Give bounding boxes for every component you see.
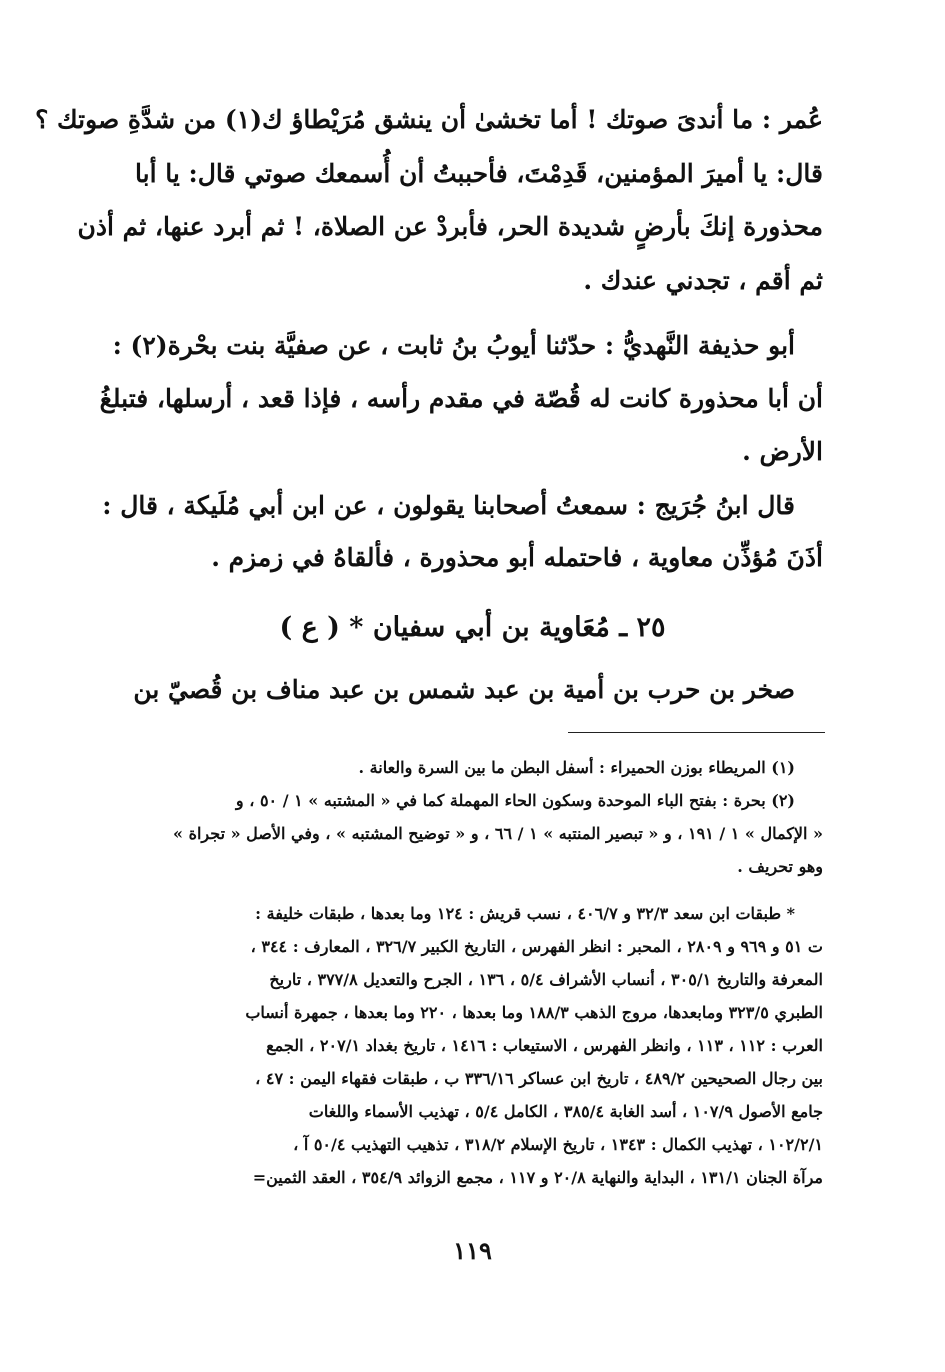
source-line: جامع الأصول ١٠٧/٩ ، أسد الغابة ٣٨٥/٤ ، الكامل ٥/٤ ، تهذيب الأسماء واللغات [308,1102,823,1121]
body-line: أن أبا محذورة كانت له قُصّة في مقدم رأسه ، فإذا قعد ، أرسلها، فتبلغُ [99,384,823,413]
body-line: أبو حذيفة النَّهديُّ : حدّثنا أيوبُ بنُ ثابت ، عن صفيَّة بنت بحْرة(٢) : [112,331,795,360]
source-line: الطبري ٣٢٣/٥ ومابعدها، مروج الذهب ١٨٨/٣ وما بعدها ، ٢٢٠ وما بعدها ، جمهرة أنساب [245,1003,823,1022]
footnote-line: (١) المريطاء بوزن الحميراء : أسفل البطن ما بين السرة والعانة . [358,758,795,777]
footnote-divider [568,732,825,733]
body-line: الأرض . [742,437,823,466]
source-line: ١٠٢/٢/١ ، تهذيب الكمال : ١٣٤٣ ، تاريخ الإسلام ٣١٨/٢ ، تذهيب التهذيب ٥٠/٤ آ ، [293,1135,823,1154]
body-line: قال ابنُ جُرَيج : سمعتُ أصحابنا يقولون ، عن ابن أبي مُلَيكة ، قال : [102,491,795,520]
footnote-line: « الإكمال » ١ / ١٩١ ، و « تبصير المنتبه » ١ / ٦٦ ، و « توضيح المشتبه » ، وفي الأصل « تجراة » [173,824,823,843]
source-line: بين رجال الصحيحين ٤٨٩/٢ ، تاريخ ابن عساكر ٣٣٦/١٦ ب ، طبقات فقهاء اليمن : ٤٧ ، [255,1069,823,1088]
body-line: أذَنَ مُؤذِّن معاوية ، فاحتمله أبو محذورة ، فألقاهُ في زمزم . [211,543,823,572]
source-line: مرآة الجنان ١٣١/١ ، البداية والنهاية ٢٠/٨ و ١١٧ ، مجمع الزوائد ٣٥٤/٩ ، العقد الثمين= [252,1168,823,1187]
section-heading: ٢٥ ـ مُعَاوية بن أبي سفيان * ( ع ) [279,612,666,643]
body-line: صخر بن حرب بن أمية بن عبد شمس بن عبد مناف بن قُصيّ بن [133,675,795,704]
source-line: * طبقات ابن سعد ٣٢/٣ و ٤٠٦/٧ ، نسب قريش : ١٢٤ وما بعدها ، طبقات خليفة : [255,904,795,923]
body-line: ثم أقم ، تجدني عندك . [583,266,823,295]
page-number: ١١٩ [453,1236,492,1265]
source-line: العرب : ١١٢ ، ١١٣ ، وانظر الفهرس ، الاستيعاب : ١٤١٦ ، تاريخ بغداد ٢٠٧/١ ، الجمع [266,1036,823,1055]
footnote-line: وهو تحريف . [737,857,823,876]
source-line: ت ٥١ و ٩٦٩ و ٢٨٠٩ ، المحبر : انظر الفهرس ، التاريخ الكبير ٣٢٦/٧ ، المعارف : ٣٤٤ ، [250,937,823,956]
footnote-line: (٢) بحرة : بفتح الباء الموحدة وسكون الحاء المهملة كما في « المشتبه » ١ / ٥٠ ، و [235,791,795,810]
source-line: المعرفة والتاريخ ٣٠٥/١ ، أنساب الأشراف ٥/٤ ، ١٣٦ ، الجرح والتعديل ٣٧٧/٨ ، تاريخ [269,970,823,989]
body-line: عُمر : ما أندىَ صوتك ! أما تخشىٰ أن ينشق مُرَيْطاؤ ك(١) من شدَّةِ صوتك ؟ [35,105,823,134]
body-line: قال: يا أميرَ المؤمنين، قَدِمْتَ، فأحببتُ أن أُسمعك صوتي قال: يا أبا [135,159,823,188]
body-line: محذورة إنكَ بأرضٍ شديدة الحر، فأبردْ عن الصلاة، ! ثم أبرد عنها، ثم أذن [77,212,823,241]
